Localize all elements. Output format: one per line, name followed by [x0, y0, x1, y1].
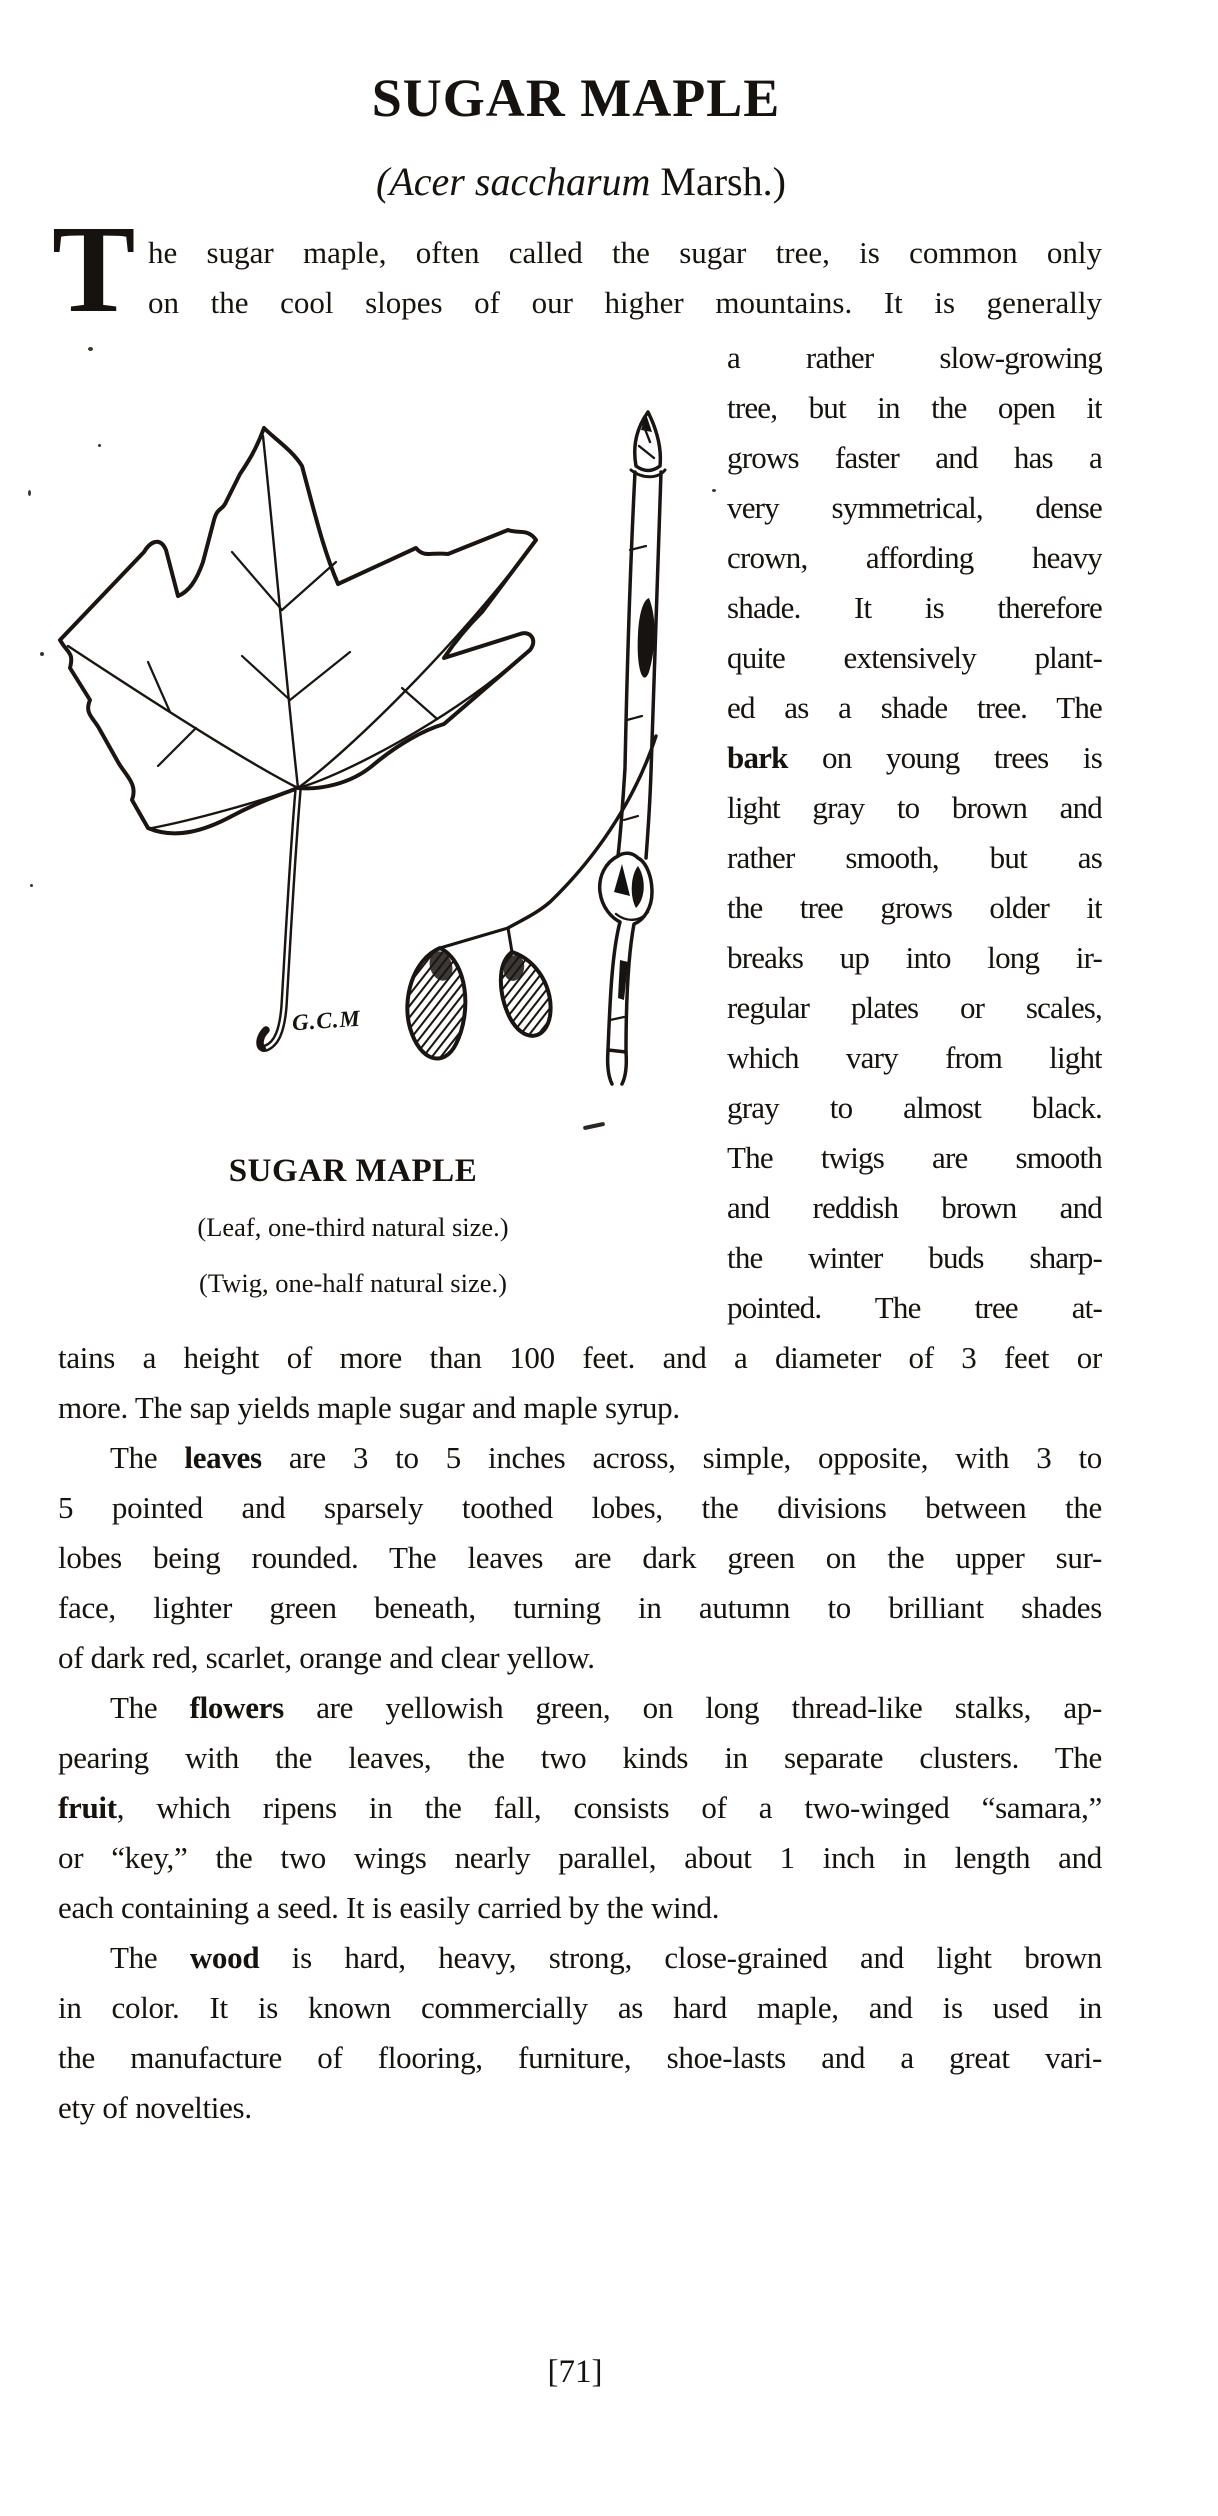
body-line: a rather slow-growing — [727, 340, 1102, 375]
body-line: crown, affording heavy — [727, 540, 1102, 575]
latin-name-italic: (Acer saccharum — [376, 159, 651, 204]
body-line: face, lighter green beneath, turning in autumn to brilliant shades — [58, 1590, 1102, 1625]
body-line: tains a height of more than 100 feet. and a diameter of 3 feet or — [58, 1340, 1102, 1375]
body-line: very symmetrical, dense — [727, 490, 1102, 525]
body-line: ed as a shade tree. The — [727, 690, 1102, 725]
figure-caption-title: SUGAR MAPLE — [228, 1153, 478, 1189]
body-line: The flowers are yellowish green, on long thread-like stalks, ap- — [110, 1690, 1102, 1725]
samara-drawing — [407, 736, 656, 1059]
body-line: the tree grows older it — [727, 890, 1102, 925]
figure-illustration — [20, 400, 720, 1160]
artist-signature: G.C.M — [291, 1005, 362, 1036]
body-line: pearing with the leaves, the two kinds in separate clusters. The — [58, 1740, 1102, 1775]
bold-term-fruit: fruit — [58, 1790, 117, 1825]
figure-caption-twig-scale: (Twig, one-half natural size.) — [199, 1268, 507, 1298]
body-line: or “key,” the two wings nearly parallel, about 1 inch in length and — [58, 1840, 1102, 1875]
body-line: rather smooth, but as — [727, 840, 1102, 875]
latin-name-author: Marsh.) — [650, 159, 786, 204]
leaf-drawing — [60, 428, 536, 1048]
body-line: he sugar maple, often called the sugar tree, is common only — [148, 235, 1102, 270]
page-number: [71] — [547, 2354, 603, 2390]
body-line: The leaves are 3 to 5 inches across, simple, opposite, with 3 to — [110, 1440, 1102, 1475]
body-line: light gray to brown and — [727, 790, 1102, 825]
twig-drawing — [600, 412, 665, 1084]
main-text-block — [58, 1333, 1102, 2133]
body-line: lobes being rounded. The leaves are dark green on the upper sur- — [58, 1540, 1102, 1575]
opening-paragraph — [58, 228, 1102, 328]
body-line: in color. It is known commercially as hard maple, and is used in — [58, 1990, 1102, 2025]
bold-term-bark: bark — [727, 740, 788, 775]
scan-speck — [88, 347, 93, 351]
body-line: and reddish brown and — [727, 1190, 1102, 1225]
body-line: tree, but in the open it — [727, 390, 1102, 425]
scan-speck — [98, 444, 101, 447]
body-line: shade. It is therefore — [727, 590, 1102, 625]
bold-term-flowers: flowers — [189, 1690, 284, 1725]
body-line: pointed. The tree at- — [727, 1290, 1102, 1325]
body-line: breaks up into long ir- — [727, 940, 1102, 975]
scan-speck — [712, 489, 716, 492]
body-line: of dark red, scarlet, orange and clear yellow. — [58, 1640, 595, 1675]
drop-cap: T — [52, 201, 136, 339]
body-line: gray to almost black. — [727, 1090, 1102, 1125]
body-line: The wood is hard, heavy, strong, close-grained and light brown — [110, 1940, 1102, 1975]
body-line: the manufacture of flooring, furniture, shoe-lasts and a great vari- — [58, 2040, 1102, 2075]
body-line: fruit, which ripens in the fall, consists of a two-winged “samara,” — [58, 1790, 1102, 1825]
leaf-veins — [68, 436, 530, 828]
body-line: on the cool slopes of our higher mountains. It is generally — [148, 285, 1102, 320]
body-line: The twigs are smooth — [727, 1140, 1102, 1175]
wrapped-text-column — [727, 333, 1102, 1333]
bold-term-leaves: leaves — [184, 1440, 262, 1475]
latin-name — [0, 157, 1162, 207]
body-line: the winter buds sharp- — [727, 1240, 1102, 1275]
body-line: more. The sap yields maple sugar and maple syrup. — [58, 1390, 680, 1425]
scan-speck — [30, 884, 33, 887]
body-line: ety of novelties. — [58, 2090, 252, 2125]
body-line: each containing a seed. It is easily carried by the wind. — [58, 1890, 720, 1925]
bold-term-wood: wood — [189, 1940, 260, 1975]
body-line: bark on young trees is — [727, 740, 1102, 775]
figure-caption-leaf-scale: (Leaf, one-third natural size.) — [197, 1212, 509, 1242]
scan-speck — [40, 652, 44, 656]
scan-speck — [28, 490, 31, 496]
body-line: quite extensively plant- — [727, 640, 1102, 675]
body-line: which vary from light — [727, 1040, 1102, 1075]
figure-caption — [23, 1143, 683, 1311]
page-title: SUGAR MAPLE — [371, 68, 781, 128]
body-line: 5 pointed and sparsely toothed lobes, the divisions between the — [58, 1490, 1102, 1525]
body-line: regular plates or scales, — [727, 990, 1102, 1025]
body-line: grows faster and has a — [727, 440, 1102, 475]
